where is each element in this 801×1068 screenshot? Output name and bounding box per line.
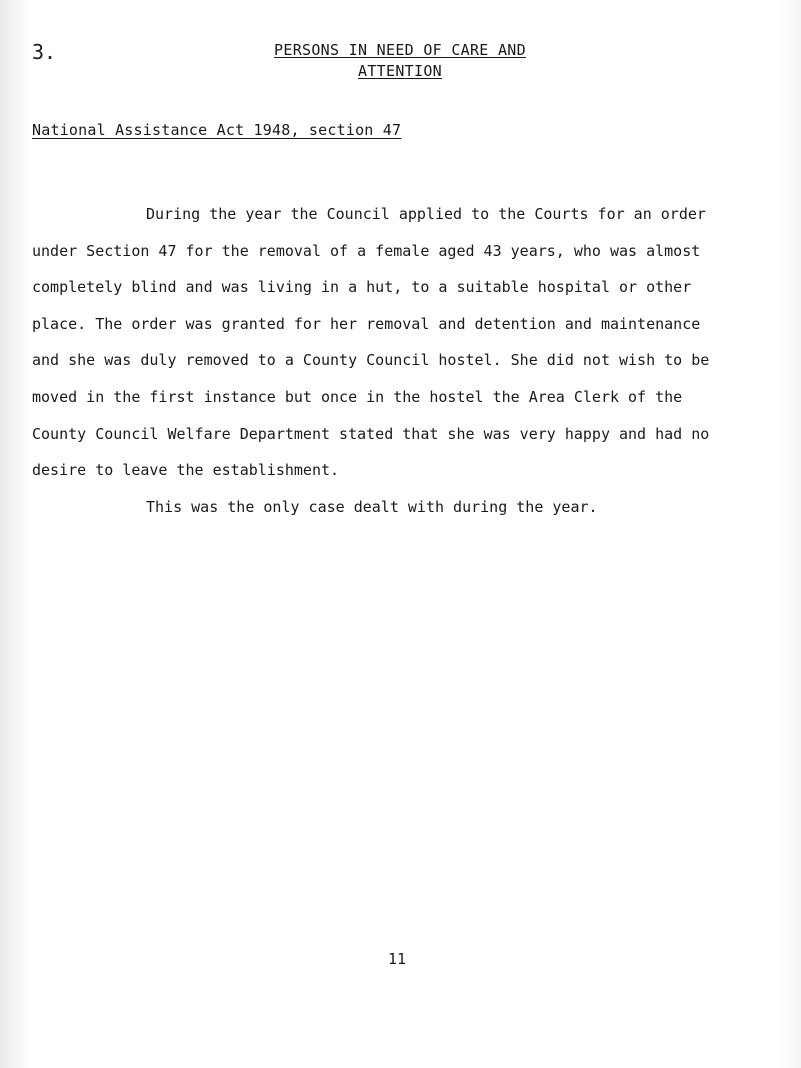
section-number: 3. [32,40,57,64]
paragraph-line: and she was duly removed to a County Council hostel. She did not wish to be [32,351,710,370]
paragraph-line: This was the only case dealt with during the year. [146,497,598,516]
section-heading-line2: ATTENTION [358,62,442,80]
page-number: 11 [388,950,407,968]
paragraph-line: under Section 47 for the removal of a female aged 43 years, who was almost [32,241,701,260]
act-heading: National Assistance Act 1948, section 47 [32,121,402,139]
paragraph-line: County Council Welfare Department stated that she was very happy and had no [32,424,710,443]
paragraph-line: place. The order was granted for her removal and detention and maintenance [32,314,701,333]
paragraph-line: During the year the Council applied to the Courts for an order [146,205,706,223]
paragraph-line: completely blind and was living in a hut, to a suitable hospital or other [32,278,692,297]
section-heading-line1: PERSONS IN NEED OF CARE AND [274,41,526,59]
paragraph-2 [32,489,772,526]
body-text [32,196,772,525]
section-heading [180,40,620,82]
paragraph-1 [32,196,772,489]
paragraph-line: desire to leave the establishment. [32,461,340,480]
paragraph-line: moved in the first instance but once in the hostel the Area Clerk of the [32,387,683,406]
